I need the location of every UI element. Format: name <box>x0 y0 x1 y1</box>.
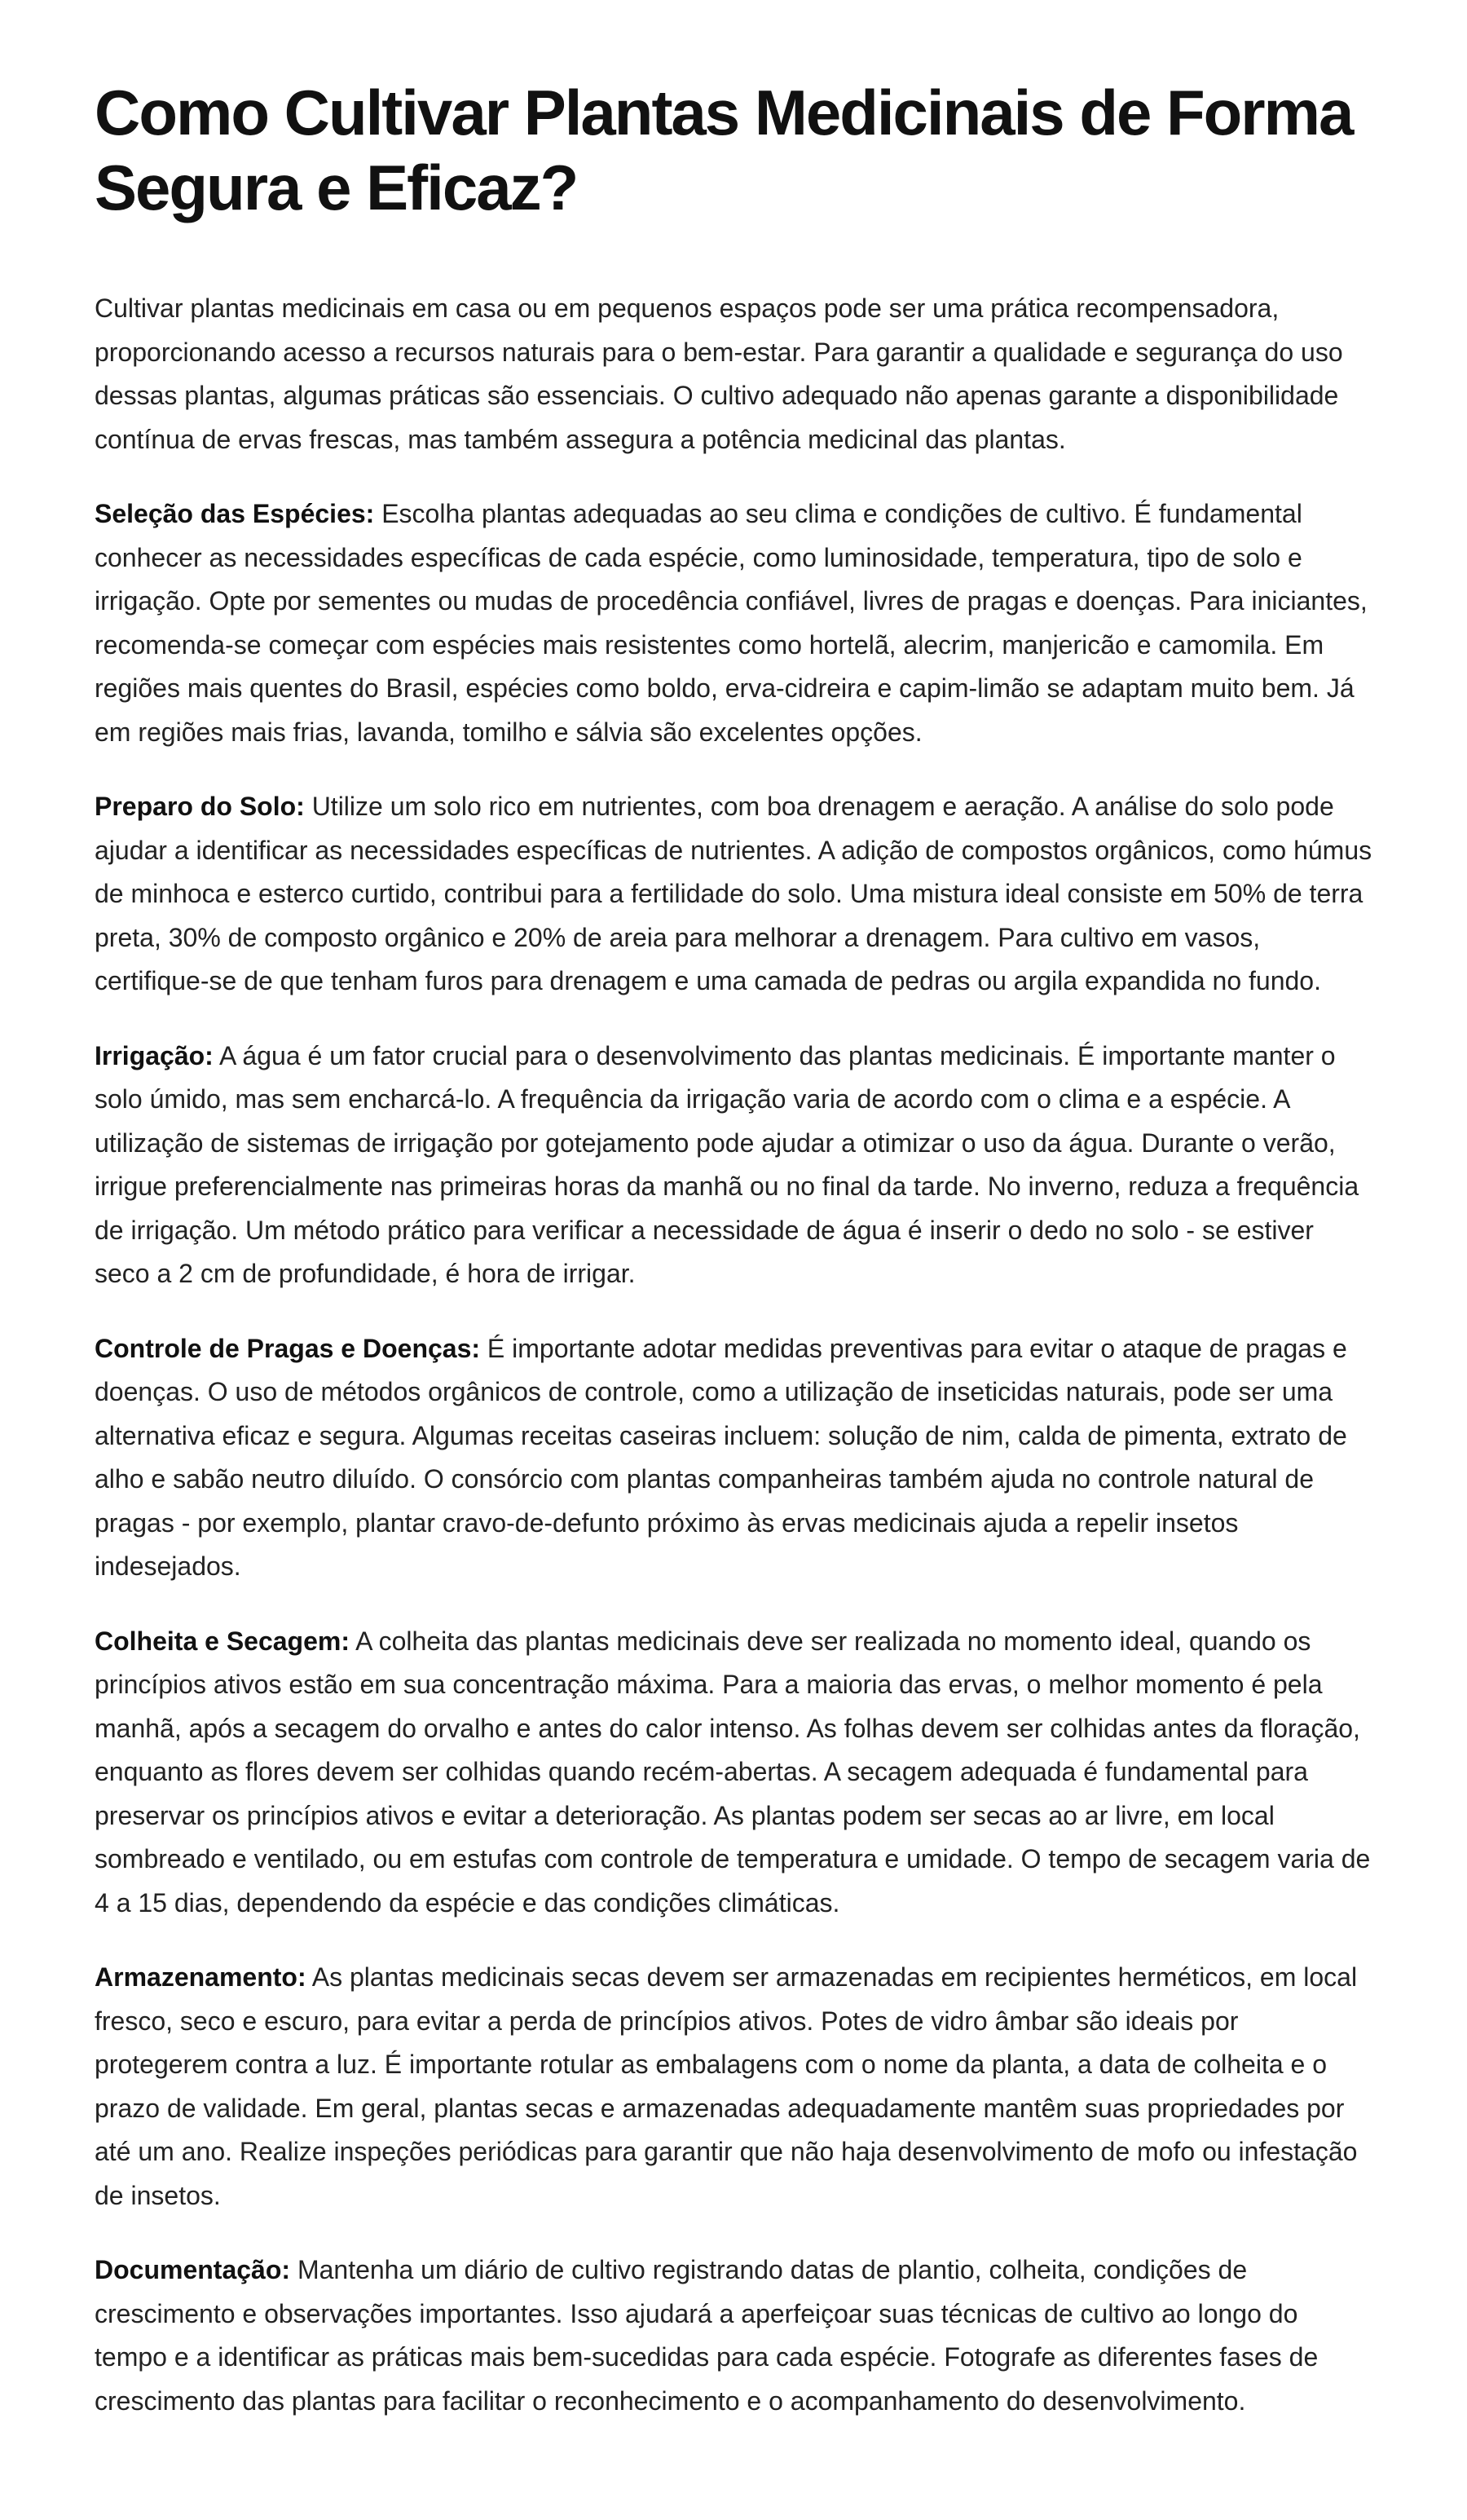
section-text: A água é um fator crucial para o desenvolvimento das plantas medicinais. É importante manter o solo úmido, mas sem encharcá-lo. A frequência da irrigação varia de acordo com o clima e a espécie. A utilização de sistemas de irrigação por gotejamento pode ajudar a otimizar o uso da água. Durante o verão, irrigue preferencialmente nas primeiras horas da manhã ou no final da tarde. No inverno, reduza a frequência de irrigação. Um método prático para verificar a necessidade de água é inserir o dedo no solo - se estiver seco a 2 cm de profundidade, é hora de irrigar. <box>95 1040 1359 1288</box>
section-text: As plantas medicinais secas devem ser armazenadas em recipientes herméticos, em local fresco, seco e escuro, para evitar a perda de princípios ativos. Potes de vidro âmbar são ideais por protegerem contra a luz. É importante rotular as embalagens com o nome da planta, a data de colheita e o prazo de validade. Em geral, plantas secas e armazenadas adequadamente mantêm suas propriedades por até um ano. Realize inspeções periódicas para garantir que não haja desenvolvimento de mofo ou infestação de insetos. <box>95 1962 1358 2210</box>
section-documentation <box>95 2249 1372 2423</box>
section-heading: Colheita e Secagem: <box>95 1626 350 1656</box>
section-text: Escolha plantas adequadas ao seu clima e condições de cultivo. É fundamental conhecer as necessidades específicas de cada espécie, como luminosidade, temperatura, tipo de solo e irrigação. Opte por sementes ou mudas de procedência confiável, livres de pragas e doenças. Para iniciantes, recomenda-se começar com espécies mais resistentes como hortelã, alecrim, manjericão e camomila. Em regiões mais quentes do Brasil, espécies como boldo, erva-cidreira e capim-limão se adaptam muito bem. Já em regiões mais frias, lavanda, tomilho e sálvia são excelentes opções. <box>95 499 1368 747</box>
section-heading: Armazenamento: <box>95 1962 306 1992</box>
section-heading: Seleção das Espécies: <box>95 499 375 528</box>
intro-paragraph: Cultivar plantas medicinais em casa ou em pequenos espaços pode ser uma prática recompensadora, proporcionando acesso a recursos naturais para o bem-estar. Para garantir a qualidade e segurança do uso dessas plantas, algumas práticas são essenciais. O cultivo adequado não apenas garante a disponibilidade contínua de ervas frescas, mas também assegura a potência medicinal das plantas. <box>95 293 1343 454</box>
section-heading: Preparo do Solo: <box>95 792 305 821</box>
section-species-selection <box>95 492 1372 754</box>
section-harvest-drying <box>95 1620 1372 1926</box>
section-heading: Documentação: <box>95 2255 291 2284</box>
section-heading: Irrigação: <box>95 1040 214 1070</box>
page-title: Como Cultivar Plantas Medicinais de Forma Segura e Eficaz? <box>95 77 1353 223</box>
section-text: É importante adotar medidas preventivas para evitar o ataque de pragas e doenças. O uso de métodos orgânicos de controle, como a utilização de inseticidas naturais, pode ser uma alternativa eficaz e segura. Algumas receitas caseiras incluem: solução de nim, calda de pimenta, extrato de alho e sabão neutro diluído. O consórcio com plantas companheiras também ajuda no controle natural de pragas - por exemplo, plantar cravo-de-defunto próximo às ervas medicinais ajuda a repelir insetos indesejados. <box>95 1333 1347 1581</box>
section-pest-control <box>95 1327 1372 1589</box>
section-text: A colheita das plantas medicinais deve ser realizada no momento ideal, quando os princípios ativos estão em sua concentração máxima. Para a maioria das ervas, o melhor momento é pela manhã, após a secagem do orvalho e antes do calor intenso. As folhas devem ser colhidas antes da floração, enquanto as flores devem ser colhidas quando recém-abertas. A secagem adequada é fundamental para preservar os princípios ativos e evitar a deterioração. As plantas podem ser secas ao ar livre, em local sombreado e ventilado, ou em estufas com controle de temperatura e umidade. O tempo de secagem varia de 4 a 15 dias, dependendo da espécie e das condições climáticas. <box>95 1626 1371 1918</box>
section-text: Utilize um solo rico em nutrientes, com boa drenagem e aeração. A análise do solo pode ajudar a identificar as necessidades específicas de nutrientes. A adição de compostos orgânicos, como húmus de minhoca e esterco curtido, contribui para a fertilidade do solo. Uma mistura ideal consiste em 50% de terra preta, 30% de composto orgânico e 20% de areia para melhorar a drenagem. Para cultivo em vasos, certifique-se de que tenham furos para drenagem e uma camada de pedras ou argila expandida no fundo. <box>95 792 1372 995</box>
section-storage <box>95 1956 1372 2218</box>
section-heading: Controle de Pragas e Doenças: <box>95 1333 481 1363</box>
section-text: Mantenha um diário de cultivo registrando datas de plantio, colheita, condições de crescimento e observações importantes. Isso ajudará a aperfeiçoar suas técnicas de cultivo ao longo do tempo e a identificar as práticas mais bem-sucedidas para cada espécie. Fotografe as diferentes fases de crescimento das plantas para facilitar o reconhecimento e o acompanhamento do desenvolvimento. <box>95 2255 1319 2416</box>
section-irrigation <box>95 1035 1372 1296</box>
section-soil-preparation <box>95 785 1372 1004</box>
